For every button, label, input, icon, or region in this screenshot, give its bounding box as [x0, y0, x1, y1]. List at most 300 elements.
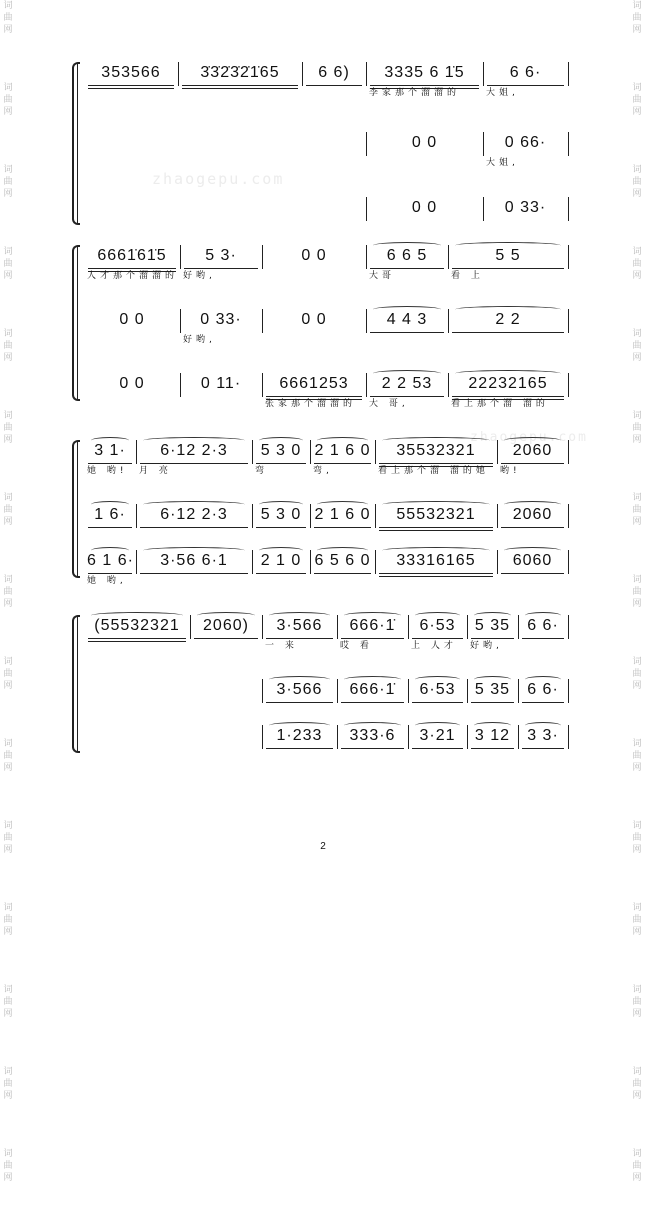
margin-watermark-char: 词 [632, 329, 642, 339]
measure-notes [193, 617, 259, 637]
bar-line [310, 504, 311, 528]
margin-watermark-char: 曲 [632, 95, 642, 105]
slur-arc [382, 501, 490, 508]
measure-notes [139, 506, 249, 526]
page-number: 2 [320, 841, 326, 852]
margin-watermark-char: 网 [632, 25, 642, 35]
beam-line [452, 332, 564, 333]
beam-line [370, 85, 479, 86]
margin-watermark-char: 网 [3, 353, 13, 363]
measure-notes [500, 552, 565, 572]
margin-watermark-char: 网 [632, 353, 642, 363]
bar-line [408, 725, 409, 749]
margin-watermark-group [2, 902, 14, 938]
measure-notes [369, 64, 480, 84]
lyric-text: 好哟, [470, 641, 503, 651]
margin-watermark-char: 词 [3, 165, 13, 175]
note-text: 0 0 [411, 199, 438, 216]
bar-line [497, 550, 498, 574]
measure-notes [313, 442, 372, 462]
bar-line [483, 132, 484, 156]
note-text: 6 6· [527, 681, 559, 698]
bar-line [568, 615, 569, 639]
beam-line [314, 573, 371, 574]
margin-watermark-char: 网 [3, 271, 13, 281]
beam-line [256, 527, 306, 528]
beam-line [522, 748, 564, 749]
beam-line-double [88, 88, 174, 89]
margin-watermark-char: 网 [3, 189, 13, 199]
measure-notes [87, 375, 177, 395]
note-text: 3 1· [94, 442, 126, 459]
bar-line [568, 550, 569, 574]
margin-watermark-group [631, 1066, 643, 1102]
beam-line [88, 638, 186, 639]
slur-arc [415, 722, 460, 729]
margin-watermark-char: 曲 [3, 1161, 13, 1171]
measure-notes [265, 247, 363, 267]
margin-watermark-group [2, 1066, 14, 1102]
margin-watermark-group [631, 1148, 643, 1184]
note-text: 3·566 [276, 681, 323, 698]
margin-watermark-char: 曲 [632, 13, 642, 23]
bar-line [310, 440, 311, 464]
note-text: 6 5 6 0 [314, 552, 371, 569]
bar-line [408, 615, 409, 639]
lyric-text: 大 哥, [369, 399, 409, 409]
note-text: 22232165 [468, 375, 548, 392]
slur-arc [373, 370, 441, 377]
beam-line [452, 268, 564, 269]
bar-line [262, 615, 263, 639]
margin-watermark-char: 曲 [3, 423, 13, 433]
measure-notes [470, 727, 515, 747]
measure-notes [369, 247, 445, 267]
slur-arc [415, 612, 460, 619]
measure-notes [340, 617, 405, 637]
slur-arc [382, 437, 490, 444]
slur-arc [91, 547, 129, 554]
note-text: 4 4 3 [386, 311, 428, 328]
measure-notes [87, 617, 187, 637]
bar-line [262, 725, 263, 749]
slur-arc [344, 612, 401, 619]
margin-watermark-group [2, 1148, 14, 1184]
beam-line [140, 573, 248, 574]
margin-watermark-char: 词 [3, 657, 13, 667]
margin-watermark-char: 曲 [632, 423, 642, 433]
staff [0, 62, 645, 96]
note-text: (55532321 [94, 617, 180, 634]
margin-watermark-char: 曲 [3, 751, 13, 761]
note-text: 3335 6 1̇5 [384, 64, 465, 81]
measure-notes [378, 552, 494, 572]
slur-arc [91, 612, 183, 619]
bar-line [337, 725, 338, 749]
bar-line [568, 373, 569, 397]
margin-watermark-char: 曲 [3, 341, 13, 351]
bar-line [518, 725, 519, 749]
center-watermark: zhaogepu.com [152, 170, 285, 188]
lyric-text: 好哟, [183, 335, 216, 345]
bar-line [375, 550, 376, 574]
margin-watermark-char: 网 [3, 681, 13, 691]
beam-line [88, 573, 132, 574]
lyric-text: 她 哟! [87, 466, 128, 476]
note-text: 5 35 [474, 681, 511, 698]
bar-line [252, 440, 253, 464]
beam-line [88, 268, 176, 269]
measure-notes [411, 727, 464, 747]
beam-line [412, 748, 463, 749]
slur-arc [474, 722, 511, 729]
slur-arc [455, 370, 561, 377]
beam-line [266, 638, 333, 639]
slur-arc [143, 501, 245, 508]
margin-watermark-char: 词 [632, 903, 642, 913]
beam-line-double [88, 641, 186, 642]
beam-line [314, 527, 371, 528]
beam-line [501, 573, 564, 574]
slur-arc [269, 612, 330, 619]
bar-line [467, 725, 468, 749]
slur-arc [373, 242, 441, 249]
note-text: 0 0 [301, 311, 327, 328]
beam-line [341, 748, 404, 749]
lyric-text: 大姐, [486, 158, 519, 168]
note-text: 0 11· [200, 375, 242, 392]
slur-arc [259, 501, 303, 508]
beam-line [140, 527, 248, 528]
slur-arc [455, 242, 561, 249]
beam-line [412, 638, 463, 639]
slur-arc [317, 437, 368, 444]
note-text: 5 35 [474, 617, 511, 634]
note-text: 2 1 6 0 [314, 442, 371, 459]
bar-line [448, 309, 449, 333]
lyric-text: 哎 看 [340, 641, 373, 651]
measure-notes [183, 311, 259, 331]
beam-line [256, 463, 306, 464]
bar-line [568, 504, 569, 528]
note-text: 6661̇61̇5 [97, 247, 167, 264]
margin-watermark-char: 曲 [632, 587, 642, 597]
bar-line [136, 504, 137, 528]
note-text: 35532321 [396, 442, 476, 459]
note-text: 3·21 [419, 727, 456, 744]
margin-watermark-char: 曲 [3, 177, 13, 187]
margin-watermark-char: 词 [632, 165, 642, 175]
beam-line [412, 702, 463, 703]
note-text: 6 6) [318, 64, 350, 81]
note-text: 2060 [512, 506, 553, 523]
bar-line [180, 245, 181, 269]
lyric-text: 月 亮 [139, 466, 172, 476]
margin-watermark-char: 网 [3, 107, 13, 117]
beam-line [182, 85, 298, 86]
slur-arc [504, 547, 561, 554]
measure-notes [521, 727, 565, 747]
note-text: 6 6· [527, 617, 559, 634]
margin-watermark-char: 词 [3, 411, 13, 421]
note-text: 0 0 [119, 311, 145, 328]
margin-watermark-char: 网 [3, 927, 13, 937]
margin-watermark-char: 词 [632, 657, 642, 667]
note-text: 6060 [512, 552, 553, 569]
slur-arc [415, 676, 460, 683]
beam-line [266, 396, 362, 397]
margin-watermark-char: 曲 [632, 505, 642, 515]
margin-watermark-char: 词 [3, 493, 13, 503]
measure-notes [470, 681, 515, 701]
margin-watermark-char: 曲 [632, 669, 642, 679]
bar-line [310, 550, 311, 574]
lyric-text: 李家那个溜溜的 [369, 88, 461, 98]
measure-notes [500, 506, 565, 526]
measure-notes [411, 681, 464, 701]
beam-line [266, 748, 333, 749]
slur-arc [504, 501, 561, 508]
margin-watermark-char: 网 [3, 1009, 13, 1019]
staff [0, 245, 645, 279]
slur-arc [344, 676, 401, 683]
staff [0, 373, 645, 407]
slur-arc [373, 306, 441, 313]
beam-line [471, 638, 514, 639]
margin-watermark-char: 曲 [632, 259, 642, 269]
slur-arc [504, 437, 561, 444]
margin-watermark-char: 网 [632, 435, 642, 445]
bar-line [262, 309, 263, 333]
lyric-text: 弯 [255, 466, 269, 476]
measure-notes [369, 134, 480, 154]
margin-watermark-group [631, 164, 643, 200]
margin-watermark-char: 网 [632, 517, 642, 527]
margin-watermark-char: 词 [632, 1067, 642, 1077]
bar-line [178, 62, 179, 86]
note-text: 3·56 6·1 [160, 552, 228, 569]
bar-line [262, 679, 263, 703]
note-text: 6661253 [279, 375, 349, 392]
staff [0, 504, 645, 538]
bar-line [366, 62, 367, 86]
beam-line-double [379, 576, 493, 577]
margin-watermark-char: 网 [3, 763, 13, 773]
beam-line [266, 702, 333, 703]
slur-arc [91, 437, 129, 444]
margin-watermark-group [631, 984, 643, 1020]
staff [0, 679, 645, 713]
margin-watermark-char: 曲 [632, 915, 642, 925]
slur-arc [269, 722, 330, 729]
margin-watermark-group [2, 984, 14, 1020]
note-text: 3 3· [527, 727, 559, 744]
measure-notes [87, 442, 133, 462]
beam-line [471, 748, 514, 749]
beam-line [501, 527, 564, 528]
staff [0, 725, 645, 759]
bar-line [467, 615, 468, 639]
beam-line [306, 85, 362, 86]
slur-arc [474, 676, 511, 683]
note-text: 666·1̇ [349, 681, 396, 698]
lyric-text: 好哟, [183, 271, 216, 281]
margin-watermark-char: 词 [632, 575, 642, 585]
margin-watermark-char: 曲 [632, 1161, 642, 1171]
measure-notes [87, 247, 177, 267]
note-text: 6 6· [509, 64, 542, 81]
note-text: 353566 [101, 64, 161, 81]
margin-watermark-char: 曲 [632, 177, 642, 187]
beam-line [341, 638, 404, 639]
measure-notes [255, 552, 307, 572]
lyric-text: 大哥 [369, 271, 396, 281]
margin-watermark-group [631, 0, 643, 36]
bar-line [568, 132, 569, 156]
note-text: 2 1 6 0 [314, 506, 371, 523]
margin-watermark-char: 网 [632, 845, 642, 855]
margin-watermark-char: 词 [632, 821, 642, 831]
margin-watermark-group [631, 902, 643, 938]
note-text: 2060 [512, 442, 553, 459]
staff [0, 615, 645, 649]
note-text: 5 3 0 [260, 442, 302, 459]
lyric-text: 看 上 [451, 271, 484, 281]
note-text: 6 1 6· [87, 552, 134, 569]
margin-watermark-char: 曲 [3, 13, 13, 23]
slur-arc [259, 437, 303, 444]
note-text: 5 3· [205, 247, 237, 264]
margin-watermark-char: 曲 [632, 341, 642, 351]
note-text: 6·12 2·3 [160, 506, 228, 523]
bar-line [190, 615, 191, 639]
note-text: 0 0 [301, 247, 327, 264]
measure-notes [183, 375, 259, 395]
measure-notes [305, 64, 363, 84]
margin-watermark-char: 网 [3, 1091, 13, 1101]
beam-line-double [182, 88, 298, 89]
margin-watermark-char: 曲 [632, 833, 642, 843]
beam-line [522, 702, 564, 703]
slur-arc [317, 547, 368, 554]
measure-notes [451, 247, 565, 267]
margin-watermark-char: 网 [3, 517, 13, 527]
note-text: 5 3 0 [260, 506, 302, 523]
note-text: 55532321 [396, 506, 476, 523]
note-text: 0 0 [119, 375, 145, 392]
margin-watermark-char: 曲 [632, 751, 642, 761]
beam-line-double [379, 530, 493, 531]
beam-line [471, 702, 514, 703]
bar-line [366, 197, 367, 221]
lyric-text: 她 哟, [87, 576, 127, 586]
bar-line [448, 373, 449, 397]
staff [0, 197, 645, 231]
measure-notes [265, 681, 334, 701]
note-text: 1 6· [94, 506, 126, 523]
note-text: 6·53 [419, 681, 456, 698]
margin-watermark-char: 词 [3, 1149, 13, 1159]
bar-line [568, 197, 569, 221]
beam-line [370, 396, 444, 397]
beam-line [184, 268, 258, 269]
margin-watermark-char: 词 [632, 1149, 642, 1159]
margin-watermark-char: 曲 [3, 669, 13, 679]
lyric-text: 人才那个溜溜的 [87, 271, 179, 281]
bar-line [136, 440, 137, 464]
margin-watermark-char: 词 [632, 985, 642, 995]
bar-line [568, 679, 569, 703]
note-text: 0 33· [504, 199, 547, 216]
margin-watermark-char: 词 [632, 1, 642, 11]
measure-notes [500, 442, 565, 462]
measure-notes [139, 552, 249, 572]
margin-watermark-char: 曲 [3, 95, 13, 105]
note-text: 3̇3̇2̇3̇2̇1̇65 [200, 64, 280, 81]
note-text: 6·12 2·3 [160, 442, 228, 459]
bar-line [375, 440, 376, 464]
note-text: 2 2 [495, 311, 521, 328]
margin-watermark-char: 曲 [3, 997, 13, 1007]
measure-notes [378, 442, 494, 462]
margin-watermark-char: 词 [3, 903, 13, 913]
center-watermark-2: zhaogepu.com [470, 430, 588, 445]
bar-line [366, 309, 367, 333]
note-text: 2 1 0 [260, 552, 302, 569]
measure-notes [340, 681, 405, 701]
note-text: 3·566 [276, 617, 323, 634]
margin-watermark-char: 网 [3, 845, 13, 855]
lyric-text: 哟! [500, 466, 521, 476]
beam-line [88, 527, 132, 528]
beam-line [379, 463, 493, 464]
note-text: 0 33· [200, 311, 242, 328]
bar-line [408, 679, 409, 703]
measure-notes [486, 64, 565, 84]
beam-line [314, 463, 371, 464]
lyric-text: 张家那个溜溜的 [265, 399, 357, 409]
bar-line [568, 725, 569, 749]
measure-notes [87, 311, 177, 331]
beam-line [379, 527, 493, 528]
measure-notes [378, 506, 494, 526]
measure-notes [265, 311, 363, 331]
measure-notes [486, 134, 565, 154]
note-text: 1·233 [276, 727, 323, 744]
measure-notes [411, 617, 464, 637]
bar-line [497, 440, 498, 464]
margin-watermark-char: 词 [3, 985, 13, 995]
measure-notes [486, 199, 565, 219]
staff [0, 309, 645, 343]
margin-watermark-group [2, 820, 14, 856]
slur-arc [91, 501, 129, 508]
measure-notes [265, 375, 363, 395]
beam-line [370, 268, 444, 269]
margin-watermark-char: 词 [3, 1067, 13, 1077]
beam-line [522, 638, 564, 639]
measure-notes [255, 442, 307, 462]
measure-notes [87, 64, 175, 84]
margin-watermark-char: 曲 [632, 997, 642, 1007]
slur-arc [525, 612, 561, 619]
slur-arc [382, 547, 490, 554]
beam-line [487, 85, 564, 86]
margin-watermark-char: 词 [632, 739, 642, 749]
measure-notes [181, 64, 299, 84]
bar-line [180, 309, 181, 333]
margin-watermark-char: 曲 [3, 259, 13, 269]
